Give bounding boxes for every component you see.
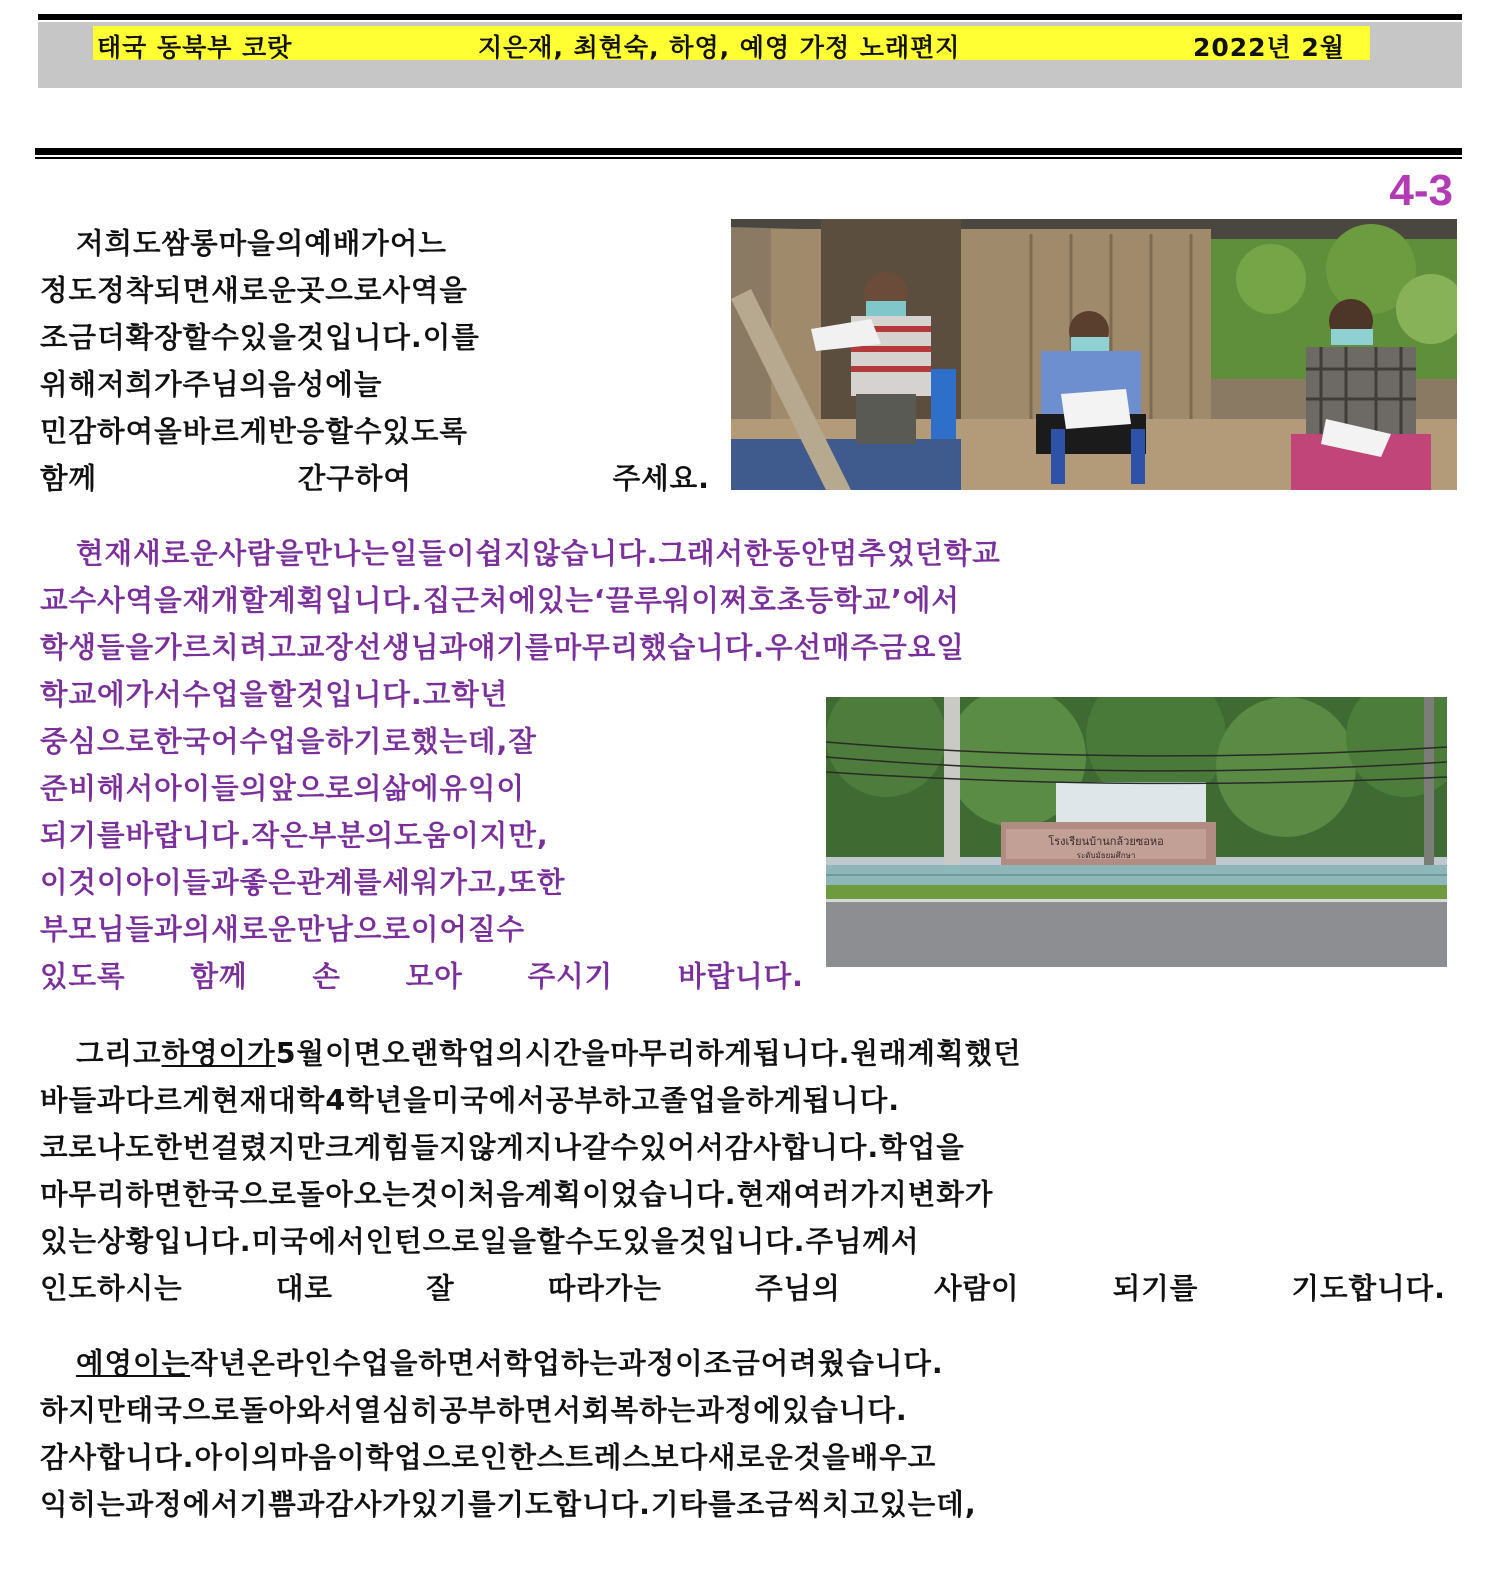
- word: 있도록 함께 손 모아 주시기 바랍니다.: [40, 960, 804, 993]
- word: 수: [496, 913, 526, 946]
- word: 중심으로: [40, 725, 155, 758]
- word: 작은: [251, 819, 309, 852]
- text-line: [40, 220, 710, 267]
- word: 할: [268, 678, 297, 711]
- word: 가르치려고: [154, 631, 297, 664]
- word: 늘: [353, 368, 383, 401]
- word: 학교에: [40, 678, 126, 711]
- text-line: [40, 361, 710, 408]
- word: 멈추었던: [829, 537, 944, 570]
- word: 선생님과: [353, 631, 468, 664]
- word: 했습니다.: [639, 631, 766, 664]
- word: 돌아와서: [239, 1394, 354, 1427]
- text-line: [40, 1077, 1446, 1124]
- word: 정도: [40, 274, 98, 307]
- word: 교수: [40, 584, 98, 617]
- paragraph-prayer-request: [40, 220, 710, 502]
- word: 있을: [239, 321, 297, 354]
- word: 어려웠습니다.: [760, 1347, 944, 1380]
- word: 됩니다.: [802, 1084, 901, 1117]
- word: 하기로: [325, 725, 411, 758]
- word: ‘끌루워이: [593, 584, 720, 617]
- word: 감사합니다.: [40, 1441, 195, 1474]
- word: 작년: [190, 1347, 248, 1380]
- word: 됩니다.: [753, 1037, 851, 1070]
- word: 있기를: [410, 1488, 497, 1521]
- word: 아이의: [194, 1441, 281, 1474]
- word: 계획입니다.: [268, 584, 423, 617]
- word: 다르게: [125, 1084, 212, 1117]
- paragraph-hayoung: [40, 1030, 1446, 1312]
- word: 고학년: [422, 678, 509, 711]
- word: 여러: [793, 1178, 851, 1211]
- text-line: [40, 408, 710, 455]
- word: 수업을: [182, 678, 269, 711]
- word: 잘: [508, 725, 537, 758]
- section-rule-thin: [35, 157, 1462, 159]
- page-number: 4-3: [1389, 166, 1453, 215]
- text-line: [40, 1434, 1446, 1481]
- word: 확장할: [125, 321, 212, 354]
- word: 이어질: [410, 913, 497, 946]
- word: 우선: [765, 631, 823, 664]
- word: 정착되면: [97, 274, 212, 307]
- word: 사람을: [218, 537, 305, 570]
- word: 부분의: [308, 819, 395, 852]
- text-line: [40, 1265, 1446, 1312]
- word: 바랍니다.: [125, 819, 252, 852]
- word: 또한: [508, 866, 566, 899]
- word: 삶에: [382, 772, 440, 805]
- word: 위해: [40, 368, 98, 401]
- word: 마을의: [218, 227, 305, 260]
- word: 것을: [793, 1441, 851, 1474]
- word: 감사가: [325, 1488, 411, 1521]
- word: 수: [211, 321, 240, 354]
- word: 아이들의: [154, 772, 269, 805]
- text-line: [40, 1171, 1446, 1218]
- word: 대학: [268, 1084, 326, 1117]
- word: 쩌호: [719, 584, 777, 617]
- word: 집: [422, 584, 452, 617]
- photo-school-sign: [826, 697, 1447, 967]
- word: 그리고: [76, 1037, 162, 1070]
- word: 계획했던: [907, 1037, 1022, 1070]
- text-line: [40, 1340, 1446, 1387]
- word: 힘들지: [382, 1131, 468, 1164]
- word: 저희가: [97, 368, 183, 401]
- text-line: [40, 1124, 1446, 1171]
- word: 기쁨과: [239, 1488, 326, 1521]
- word: 저희도: [76, 227, 162, 260]
- word: 코로나도: [40, 1131, 155, 1164]
- word: 것입니다.: [679, 1225, 806, 1258]
- word: 새로운: [133, 537, 219, 570]
- word: 크게: [325, 1131, 383, 1164]
- word: 공부하면서: [439, 1394, 583, 1427]
- word: 올바르게: [154, 415, 269, 448]
- word: 예배가: [304, 227, 390, 260]
- header-top-rule: [38, 14, 1462, 20]
- word: 가지: [850, 1178, 908, 1211]
- word: 현재: [736, 1178, 794, 1211]
- word: 학생들을: [40, 631, 155, 664]
- word: 관계를: [296, 866, 383, 899]
- word: 돌아오는: [296, 1178, 411, 1211]
- word: 금요일: [879, 631, 965, 664]
- word: 열심히: [353, 1394, 440, 1427]
- word: 일을: [479, 1225, 537, 1258]
- word: 이를: [422, 321, 480, 354]
- word: 되기를: [40, 819, 126, 852]
- school-sign-text: โรงเรียนบ้านกล้วยซอหอ: [1048, 835, 1164, 848]
- word: 얘기를: [467, 631, 554, 664]
- word: 바들과: [40, 1084, 126, 1117]
- word: 상황입니다.: [97, 1225, 252, 1258]
- text-line: [40, 1387, 1446, 1434]
- word: 배우고: [850, 1441, 937, 1474]
- header-family-title: 지은재, 최현숙, 하영, 예영 가정 노래편지: [478, 33, 961, 62]
- word: 미국에서: [431, 1084, 546, 1117]
- text-line: [40, 812, 804, 859]
- word: 한국으로: [182, 1178, 297, 1211]
- word: 사역을: [97, 584, 183, 617]
- word: 조금씩: [736, 1488, 823, 1521]
- word: 일들이: [389, 537, 476, 570]
- word: 계획이었습니다.: [525, 1178, 737, 1211]
- word: 한동안: [744, 537, 830, 570]
- word: 쌈롱: [161, 227, 219, 260]
- word: 아이들과: [125, 866, 240, 899]
- word: 있어서: [639, 1131, 725, 1164]
- word: 하게: [745, 1084, 803, 1117]
- word: 과정이: [618, 1347, 704, 1380]
- word: 있는데,: [879, 1488, 977, 1521]
- word: 것입니다.: [296, 321, 423, 354]
- text-line: [40, 765, 804, 812]
- word: 학업으로: [365, 1441, 480, 1474]
- text-line: [40, 267, 710, 314]
- word: 학교: [943, 537, 1001, 570]
- word: 인도하시는 대로 잘 따라가는 주님의 사람이 되기를 기도합니다.: [40, 1272, 1446, 1305]
- word: 번: [182, 1131, 212, 1164]
- word: 반응할: [268, 415, 354, 448]
- word: 태국으로: [125, 1394, 240, 1427]
- word: 함께 간구하여 주세요.: [40, 462, 710, 495]
- word: 수업을: [239, 725, 326, 758]
- word: 것이: [410, 1178, 468, 1211]
- word: 기타를: [650, 1488, 737, 1521]
- word: 회복하는: [582, 1394, 697, 1427]
- photo-villagers-worship: [731, 219, 1457, 490]
- word: 과정에: [696, 1394, 782, 1427]
- word: 그래서: [658, 537, 745, 570]
- word: 좋은: [239, 866, 297, 899]
- word: 주님의: [182, 368, 269, 401]
- text-line: [40, 455, 710, 502]
- word: 마음이: [280, 1441, 366, 1474]
- word: 수: [610, 1131, 640, 1164]
- word: 만나는: [304, 537, 390, 570]
- word: 인한: [479, 1441, 537, 1474]
- word: 처음: [467, 1178, 526, 1211]
- word: 했는데,: [410, 725, 509, 758]
- word: 걸렸지만: [211, 1131, 326, 1164]
- word: 학업하는: [503, 1347, 619, 1380]
- word: 마무리하게: [610, 1037, 754, 1070]
- section-rule: [35, 148, 1462, 155]
- word: 어느: [389, 227, 447, 260]
- word: 근처에: [451, 584, 537, 617]
- name-hayoung: 하영이가: [161, 1037, 276, 1070]
- word: 과정에서: [125, 1488, 240, 1521]
- word: 가서: [125, 678, 183, 711]
- text-line: [40, 624, 1446, 671]
- word: 있을: [622, 1225, 680, 1258]
- word: 시간을: [524, 1037, 611, 1070]
- header-date: 2022년 2월: [1193, 33, 1345, 62]
- word: 하면서: [418, 1347, 504, 1380]
- text-line: [40, 530, 1446, 577]
- word: 오랜: [382, 1037, 440, 1070]
- word: 쉽지: [475, 537, 533, 570]
- word: 마무리하면: [40, 1178, 183, 1211]
- text-line: [40, 906, 804, 953]
- word: 않게: [467, 1131, 526, 1164]
- word: 인턴으로: [365, 1225, 480, 1258]
- text-line: [40, 1481, 1446, 1528]
- text-line: [40, 1218, 1446, 1265]
- text-line: [40, 577, 1446, 624]
- paragraph-yeyoung: [40, 1340, 1446, 1528]
- word: 미국에서: [251, 1225, 366, 1258]
- word: 것입니다.: [296, 678, 423, 711]
- word: 곳으로: [296, 274, 383, 307]
- word: 수: [353, 415, 383, 448]
- text-line: [40, 718, 804, 765]
- word: 학업의: [439, 1037, 525, 1070]
- word: 있도록: [382, 415, 468, 448]
- word: 앞으로의: [268, 772, 383, 805]
- word: 민감하여: [40, 415, 155, 448]
- word: 있는: [536, 584, 594, 617]
- word: 변화가: [907, 1178, 994, 1211]
- word: 공부하고: [545, 1084, 660, 1117]
- word: 조금: [40, 321, 98, 354]
- word: 5월이면: [275, 1037, 383, 1070]
- text-line: [40, 671, 804, 718]
- word: 만남으로: [296, 913, 411, 946]
- word: 현재: [76, 537, 134, 570]
- word: 치고: [822, 1488, 880, 1521]
- word: 기도합니다.: [496, 1488, 651, 1521]
- word: 4학년을: [325, 1084, 432, 1117]
- word: 재개할: [182, 584, 269, 617]
- word: 더: [97, 321, 126, 354]
- word: 수업을: [332, 1347, 419, 1380]
- word: 감사합니다.: [724, 1131, 880, 1164]
- word: 유익이: [439, 772, 526, 805]
- word: 학업을: [879, 1131, 965, 1164]
- word: 마무리: [553, 631, 640, 664]
- word: 수도: [565, 1225, 623, 1258]
- word: 도움이지만,: [394, 819, 549, 852]
- word: 지나갈: [525, 1131, 611, 1164]
- word: 원래: [850, 1037, 908, 1070]
- word: 새로운: [211, 913, 297, 946]
- word: 한국어: [154, 725, 240, 758]
- text-line: [40, 1030, 1446, 1077]
- text-line: [40, 314, 710, 361]
- word: 있습니다.: [781, 1394, 908, 1427]
- word: 졸업을: [660, 1084, 746, 1117]
- word: 현재: [211, 1084, 269, 1117]
- word: 주님께서: [805, 1225, 920, 1258]
- word: 부모님들과의: [40, 913, 212, 946]
- word: 새로운: [211, 274, 297, 307]
- header-region: 태국 동북부 코랏: [97, 33, 293, 62]
- word: 익히는: [40, 1488, 126, 1521]
- text-line: [40, 953, 804, 1000]
- word: 있는: [40, 1225, 98, 1258]
- word: 하지만: [40, 1394, 126, 1427]
- word: 음성에: [268, 368, 354, 401]
- word: 이것이: [40, 866, 126, 899]
- word: 매주: [822, 631, 880, 664]
- word: 세워가고,: [382, 866, 509, 899]
- text-line: [40, 859, 804, 906]
- word: 학교’에서: [834, 584, 960, 617]
- word: 초등: [776, 584, 834, 617]
- word: 온라인: [247, 1347, 333, 1380]
- word: 스트레스보다: [536, 1441, 709, 1474]
- word: 새로운: [708, 1441, 794, 1474]
- word: 사역을: [382, 274, 468, 307]
- name-yeyoung: 예영이는: [76, 1347, 191, 1380]
- word: 준비해서: [40, 772, 155, 805]
- word: 않습니다.: [532, 537, 659, 570]
- word: 조금: [703, 1347, 761, 1380]
- word: 교장: [296, 631, 354, 664]
- word: 한: [154, 1131, 183, 1164]
- school-sign-subtext: ระดับมัธยมศึกษา: [1076, 851, 1136, 860]
- word: 할: [536, 1225, 566, 1258]
